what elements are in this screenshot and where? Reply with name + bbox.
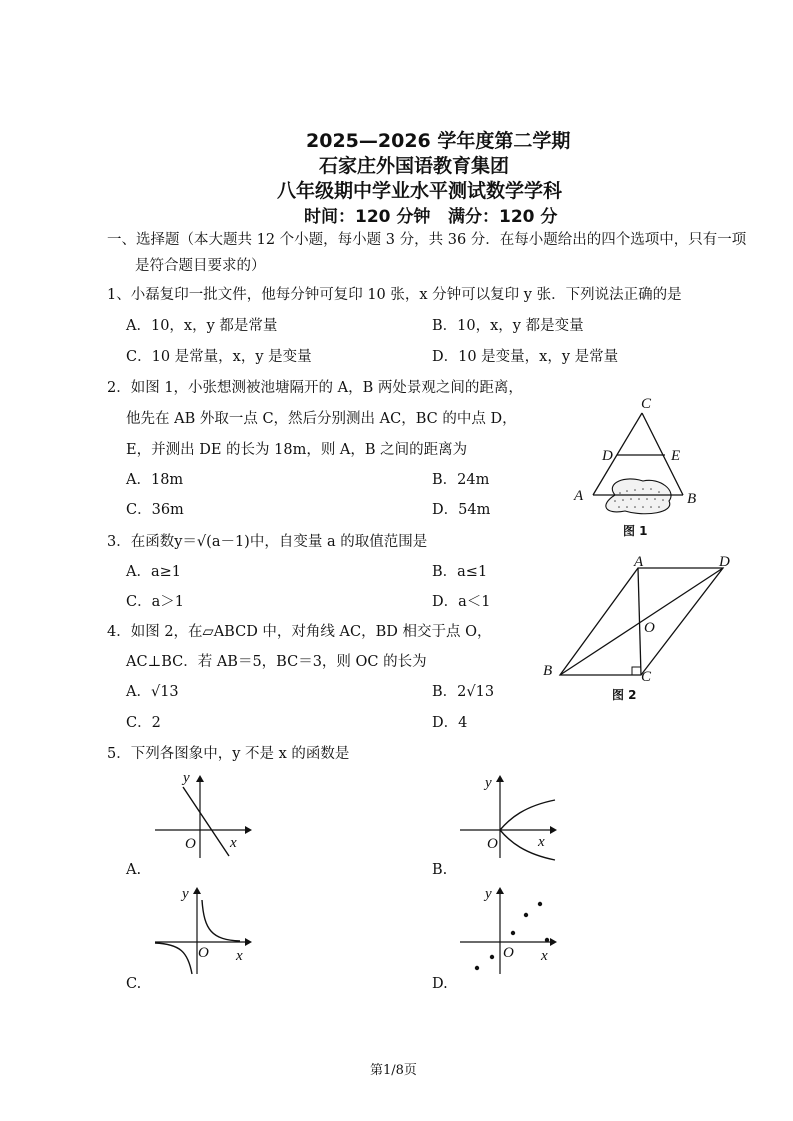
origin-label: O <box>198 945 209 961</box>
question-5-stem: 5．下列各图象中，y 不是 x 的函数是 <box>107 746 350 762</box>
scatter-point <box>511 931 515 935</box>
label-b: B <box>543 663 553 679</box>
question-5-option-b: B. <box>432 862 448 878</box>
diagonal-bd <box>560 568 723 675</box>
question-5-option-a: A. <box>126 862 142 878</box>
question-5-option-d: D. <box>432 976 448 992</box>
scatter-point <box>524 913 528 917</box>
question-2-option-b: B．24m <box>432 472 490 488</box>
question-5-option-c: C. <box>126 976 142 992</box>
axis-y-label: y <box>182 886 189 902</box>
curve-upper-branch <box>202 900 240 941</box>
figure-2-caption: 图 2 <box>612 688 637 702</box>
section-heading: 一、选择题（本大题共 12 个小题，每小题 3 分，共 36 分．在每小题给出的四个选项中，只有一项 <box>107 232 747 248</box>
header-line-3: 八年级期中学业水平测试数学学科 <box>277 180 563 202</box>
axis-x-label: x <box>236 948 243 964</box>
scatter-point <box>490 955 494 959</box>
header-score: 满分：120 分 <box>448 207 558 227</box>
axis-x-label: x <box>230 835 237 851</box>
question-2-option-a: A．18m <box>126 472 184 488</box>
curve-lower-branch <box>155 943 192 974</box>
header-line-1: 2025—2026 学年度第二学期 <box>306 130 571 152</box>
label-e: E <box>671 448 681 464</box>
header-time: 时间：120 分钟 <box>304 207 431 227</box>
label-a: A <box>574 488 584 504</box>
label-d: D <box>602 448 613 464</box>
axis-y-label: y <box>485 775 492 791</box>
question-3-option-d: D．a＜1 <box>432 594 491 610</box>
question-2-stem-3: E，并测出 DE 的长为 18m，则 A，B 之间的距离为 <box>126 442 468 458</box>
label-a: A <box>634 554 644 570</box>
question-3-option-b: B．a≤1 <box>432 564 488 580</box>
figure-1-caption: 图 1 <box>623 524 648 538</box>
question-4-option-c: C．2 <box>126 715 161 731</box>
pond-shape <box>606 479 671 514</box>
question-3-stem <box>107 532 427 552</box>
graph-d-scatter <box>455 882 560 977</box>
question-2-option-c: C．36m <box>126 502 184 518</box>
axis-y-label: y <box>183 770 190 786</box>
axis-x-label: x <box>541 948 548 964</box>
axis-x-label: x <box>538 834 545 850</box>
figure-2-parallelogram <box>538 553 738 683</box>
scatter-point <box>538 902 542 906</box>
origin-label: O <box>487 836 498 852</box>
question-1-option-c: C．10 是常量，x，y 是变量 <box>126 349 312 365</box>
question-1-option-a: A．10，x，y 都是常量 <box>126 318 278 334</box>
scatter-point <box>475 966 479 970</box>
figure-1-triangle <box>565 395 695 543</box>
graph-c-hyperbola <box>150 882 255 977</box>
question-4-stem-1: 4．如图 2，在▱ABCD 中，对角线 AC，BD 相交于点 O， <box>107 624 492 640</box>
question-3-option-a: A．a≥1 <box>126 564 181 580</box>
scatter-point <box>545 938 549 942</box>
question-3-stem-text: 3．在函数y＝√(a－1)中，自变量 a 的取值范围是 <box>107 534 428 550</box>
axis-y-label: y <box>485 886 492 902</box>
label-c: C <box>641 396 652 412</box>
question-4-option-d: D．4 <box>432 715 468 731</box>
right-angle-mark <box>632 667 641 675</box>
graph-b-sideways-parabola <box>455 770 560 860</box>
question-2-stem-2: 他先在 AB 外取一点 C，然后分别测出 AC，BC 的中点 D， <box>126 411 517 427</box>
label-c: C <box>641 669 652 685</box>
question-1-option-b: B．10，x，y 都是变量 <box>432 318 584 334</box>
section-heading-cont: 是符合题目要求的） <box>135 258 266 274</box>
origin-label: O <box>503 945 514 961</box>
label-d: D <box>719 554 730 570</box>
label-b: B <box>687 491 697 507</box>
question-2-stem-1: 2．如图 1，小张想测被池塘隔开的 A，B 两处景观之间的距离， <box>107 380 523 396</box>
label-o: O <box>644 620 655 636</box>
question-4-option-b: B．2√13 <box>432 684 495 700</box>
page-number: 第1/8页 <box>370 1063 417 1078</box>
question-2-option-d: D．54m <box>432 502 491 518</box>
question-3-option-c: C．a＞1 <box>126 594 184 610</box>
question-4-option-a: A．√13 <box>126 684 179 700</box>
graph-a-linear <box>150 770 255 860</box>
header-line-2: 石家庄外国语教育集团 <box>319 155 510 177</box>
question-1-stem: 1、小磊复印一批文件，他每分钟可复印 10 张，x 分钟可以复印 y 张．下列说法正确的是 <box>107 287 682 303</box>
question-4-stem-2: AC⊥BC．若 AB＝5，BC＝3，则 OC 的长为 <box>126 654 427 670</box>
question-1-option-d: D．10 是变量，x，y 是常量 <box>432 349 619 365</box>
origin-label: O <box>185 836 196 852</box>
